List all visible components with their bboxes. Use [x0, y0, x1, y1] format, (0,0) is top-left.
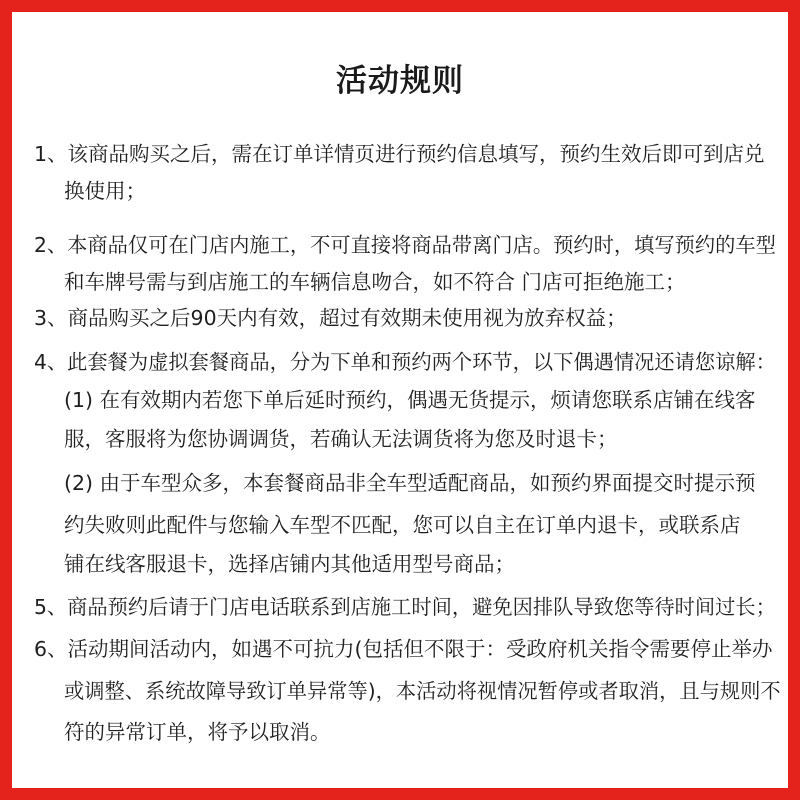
rule-6-line-1: 6、活动期间活动内，如遇不可抗力(包括但不限于：受政府机关指令需要停止举办: [34, 637, 773, 661]
rule-6-line-3: 符的异常订单，将予以取消。: [64, 720, 331, 744]
rule-1-line-2: 换使用；: [64, 179, 146, 203]
page-title: 活动规则: [336, 63, 464, 99]
rule-6-line-2: 或调整、系统故障导致订单异常等)，本活动将视情况暂停或者取消，且与规则不: [64, 679, 781, 703]
rule-2-line-1: 2、本商品仅可在门店内施工，不可直接将商品带离门店。预约时，填写预约的车型: [34, 233, 776, 257]
rule-4-line-1: 4、此套餐为虚拟套餐商品，分为下单和预约两个环节，以下偶遇情况还请您谅解：: [34, 350, 776, 374]
rule-4-sub-2-line-3: 铺在线客服退卡，选择店铺内其他适用型号商品；: [64, 552, 515, 576]
rule-4-sub-2-line-1: (2) 由于车型众多，本套餐商品非全车型适配商品，如预约界面提交时提示预: [64, 471, 756, 495]
rules-card: [12, 12, 788, 788]
rule-5-line-1: 5、商品预约后请于门店电话联系到店施工时间，避免因排队导致您等待时间过长；: [34, 595, 776, 619]
rule-4-sub-2-line-2: 约失败则此配件与您输入车型不匹配，您可以自主在订单内退卡，或联系店: [64, 513, 741, 537]
rule-3-line-1: 3、商品购买之后90天内有效，超过有效期未使用视为放弃权益；: [34, 306, 627, 330]
rule-4-sub-1-line-2: 服，客服将为您协调调货，若确认无法调货将为您及时退卡；: [64, 427, 618, 451]
rule-4-sub-1-line-1: (1) 在有效期内若您下单后延时预约，偶遇无货提示，烦请您联系店铺在线客: [64, 388, 756, 412]
rule-1-line-1: 1、该商品购买之后，需在订单详情页进行预约信息填写，预约生效后即可到店兑: [34, 142, 765, 166]
rule-2-line-2: 和车牌号需与到店施工的车辆信息吻合，如不符合 门店可拒绝施工；: [64, 270, 686, 294]
